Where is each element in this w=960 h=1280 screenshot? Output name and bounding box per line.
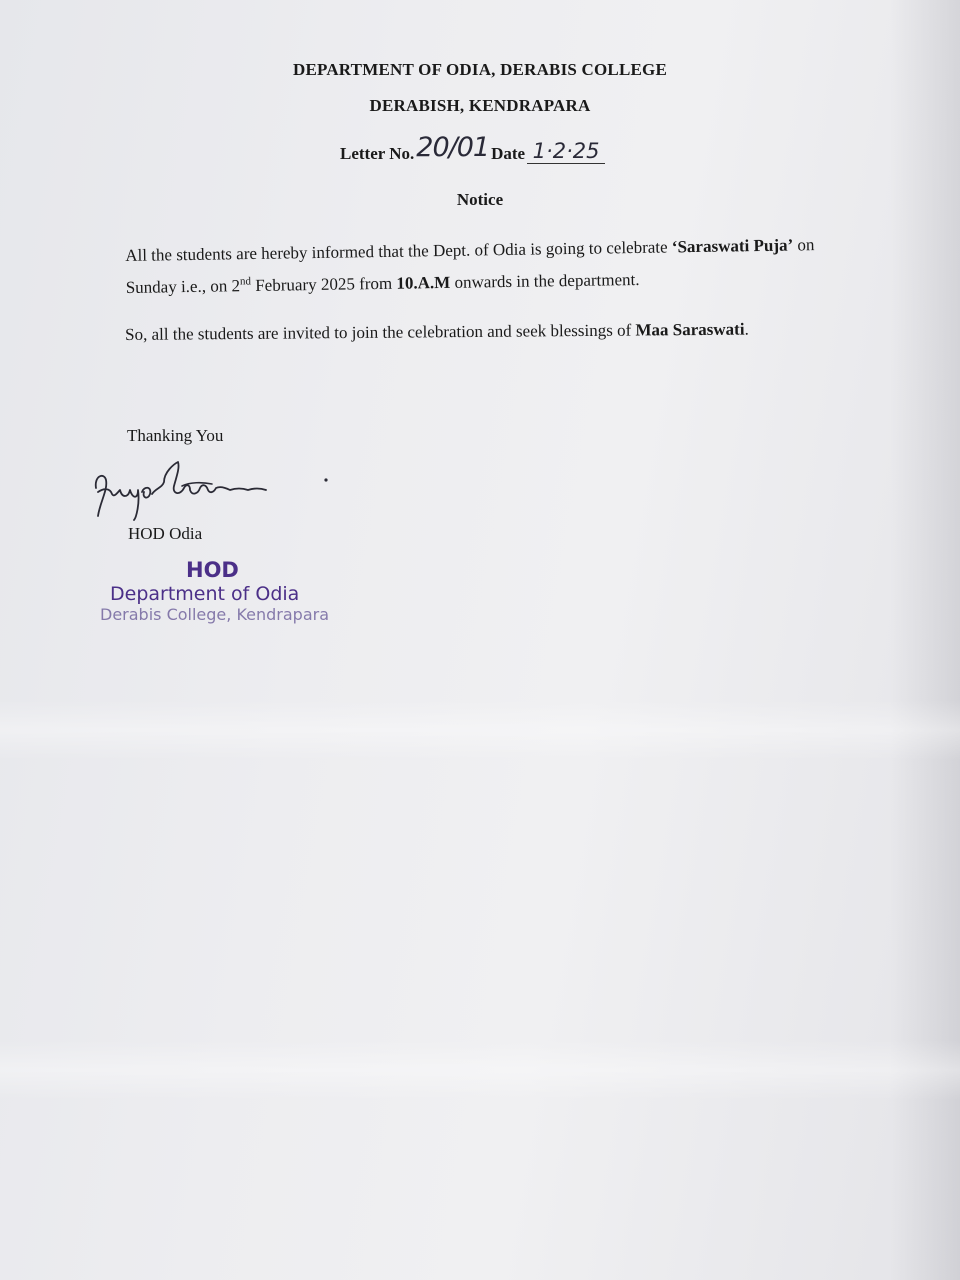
date-value: 1·2·25 — [532, 139, 600, 163]
deity-name: Maa Saraswati — [635, 319, 745, 340]
paper-crease — [0, 700, 960, 760]
notice-paragraph-2 — [125, 316, 837, 348]
date-field — [527, 141, 605, 164]
signatory-designation: HOD Odia — [128, 524, 203, 543]
event-name: ‘Saraswati Puja’ — [671, 235, 794, 257]
handwritten-signature — [90, 458, 330, 524]
letter-no-value: 20/01 — [416, 132, 490, 163]
notice-title: Notice — [456, 190, 504, 209]
closing-thanks: Thanking You — [127, 426, 224, 445]
college-address: DERABISH, KENDRAPARA — [369, 96, 591, 115]
letter-no-label: Letter No. — [340, 144, 415, 163]
body-text: So, all the students are invited to join the celebration and seek blessings of — [125, 320, 636, 344]
body-text: onwards in the department. — [450, 269, 640, 292]
reference-line — [340, 132, 605, 164]
body-text: All the students are hereby informed that the Dept. of Odia is going to celebrate — [125, 237, 672, 265]
stamp-department: Department of Odia — [110, 583, 300, 605]
notice-paragraph-1 — [125, 229, 838, 304]
body-text: February 2025 from — [250, 273, 397, 296]
body-text: on Sunday i.e., on 2 — [125, 235, 815, 297]
ordinal-suffix: nd — [239, 275, 252, 288]
stamp-college: Derabis College, Kendrapara — [100, 605, 329, 624]
event-time: 10.A.M — [396, 272, 451, 293]
stamp-title: HOD — [186, 558, 239, 582]
paper-crease — [0, 1040, 960, 1100]
date-label: Date — [491, 144, 526, 163]
department-heading: DEPARTMENT OF ODIA, DERABIS COLLEGE — [292, 60, 667, 79]
body-text: . — [744, 319, 749, 339]
department-stamp — [100, 558, 340, 624]
